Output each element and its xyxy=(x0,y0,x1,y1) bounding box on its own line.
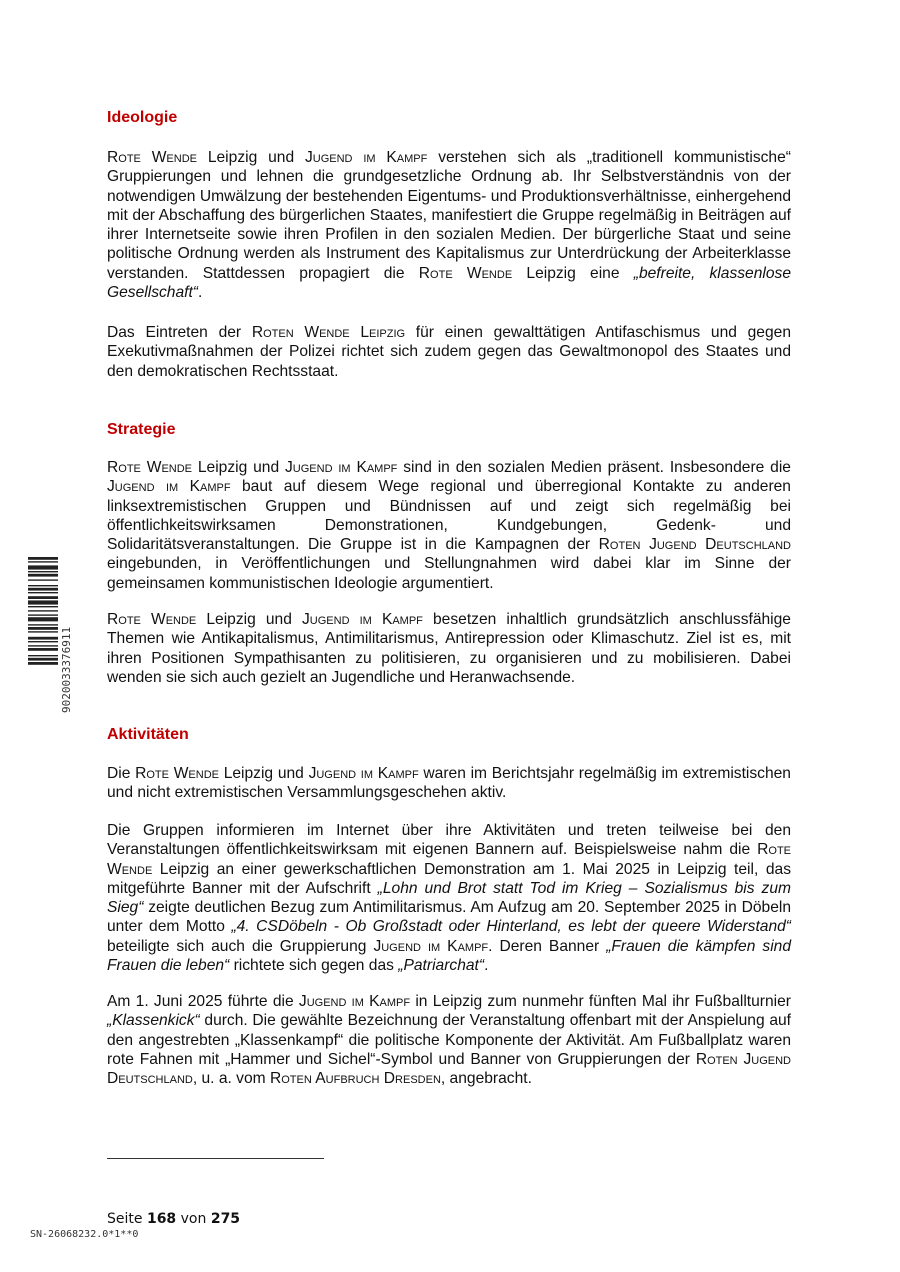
barcode-bar xyxy=(28,624,58,625)
barcode-bar xyxy=(28,662,58,665)
barcode-bar xyxy=(28,610,58,611)
barcode-graphic xyxy=(28,555,72,715)
strategie-paragraph-1: Rote Wende Leipzig und Jugend im Kampf sind in den sozialen Medien präsent. Insbesondere die Jugend im Kampf baut auf diesem Wege regional und überregional Kontakte zu anderen linksextremistischen Gruppen und Bündnissen auf und zeigt sich regelmäßig bei öffentlichkeitswirksamen Demonstrationen, Kundgebungen, Gedenk- und Solidaritätsveranstaltungen. Die Gruppe ist in die Kampagnen der Roten Jugend Deutschland eingebunden, in Veröffentlichungen und Stellungnahmen wird dabei klar im Sinne der gemeinsamen kommunistischen Ideologie argumentiert. xyxy=(107,459,791,592)
aktivitaeten-paragraph-1: Die Rote Wende Leipzig und Jugend im Kampf waren im Berichtsjahr regelmäßig im extremistischen und nicht extremistischen Versammlungsgeschehen aktiv. xyxy=(107,765,791,802)
ideologie-paragraph-2: Das Eintreten der Roten Wende Leipzig für einen gewalttätigen Antifaschismus und gegen Exekutivmaßnahmen der Polizei richtet sich zudem gegen das Gewaltmonopol des Staates und den demokratischen Rechtsstaat. xyxy=(107,324,792,380)
page-total: 275 xyxy=(210,1211,241,1227)
barcode-bar xyxy=(28,596,58,599)
page-of: von xyxy=(180,1211,207,1227)
barcode-bar xyxy=(28,579,58,580)
barcode-bar xyxy=(28,571,58,572)
barcode-bar xyxy=(28,617,58,621)
aktivitaeten-paragraph-3: Am 1. Juni 2025 führte die Jugend im Kampf in Leipzig zum nunmehr fünften Mal ihr Fußballturnier „Klassenkick“ durch. Die gewählte Bezeichnung der Veranstaltung offenbart mit der Anspielung auf den angestrebten „Klassenkampf“ die politische Komponente der Aktivität. Am Fußballplatz waren rote Fahnen mit „Hammer und Sichel“-Symbol und Banner von Gruppierungen der Roten Jugend Deutschland, u. a. vom Roten Aufbruch Dresden, angebracht. xyxy=(107,993,792,1088)
barcode-digits: 9020033376911 xyxy=(60,626,72,713)
barcode-bar xyxy=(28,561,58,562)
document-id: SN-26068232.0*1**0 xyxy=(30,1229,139,1240)
ideologie-paragraph-1: Rote Wende Leipzig und Jugend im Kampf verstehen sich als „traditionell kommunistische“ Gruppierungen und lehnen die grundgesetzliche Ordnung ab. Ihr Selbstverständnis von der notwendigen Umwälzung der bestehenden Eigentums- und Produktionsverhältnisse, einhergehend mit der Abschaffung des bürgerlichen Staates, manifestiert die Gruppe regelmäßig in Beiträgen auf ihrer Internetseite sowie ihren Profilen in den sozialen Medien. Der bürgerliche Staat und seine politische Ordnung werden als Instrument des Kapitalismus zur Unterdrückung der Arbeiterklasse verstanden. Stattdessen propagiert die Rote Wende Leipzig eine „befreite, klassenlose Gesellschaft“. xyxy=(107,149,791,302)
barcode xyxy=(28,555,72,715)
page-prefix: Seite xyxy=(107,1211,143,1227)
barcode-bar xyxy=(28,574,58,577)
strategie-paragraph-2: Rote Wende Leipzig und Jugend im Kampf besetzen inhaltlich grundsätzlich anschlussfähige Themen wie Antikapitalismus, Antimilitarismus, Antirepression oder Klimaschutz. Ziel ist es, mit ihren Positionen Sympathisanten zu politisieren, zu organisieren und zu mobilisieren. Dabei wenden sie sich auch gezielt an Jugendliche und Heranwachsende. xyxy=(107,611,791,686)
barcode-bar xyxy=(28,565,58,569)
barcode-bar xyxy=(28,614,58,615)
barcode-bar xyxy=(28,557,58,560)
section-heading-strategie: Strategie xyxy=(107,421,176,438)
footnote-divider xyxy=(107,1158,324,1159)
section-heading-aktivitaeten: Aktivitäten xyxy=(107,726,189,743)
barcode-bar xyxy=(28,600,58,604)
aktivitaeten-paragraph-2: Die Gruppen informieren im Internet über ihre Aktivitäten und treten teilweise bei den Veranstaltungen öffentlichkeitswirksam mit eigenen Bannern auf. Beispielsweise nahm die Rote Wende Leipzig an einer gewerkschaftlichen Demonstration am 1. Mai 2025 in Leipzig teil, das mitgeführte Banner mit der Aufschrift „Lohn und Brot statt Tod im Krieg – Sozialismus bis zum Sieg“ zeigte deutlichen Bezug zum Antimilitarismus. Am Aufzug am 20. September 2025 in Döbeln unter dem Motto „4. CSDöbeln - Ob Großstadt oder Hinterland, es lebt der queere Widerstand“ beteiligte sich auch die Gruppierung Jugend im Kampf. Deren Banner „Frauen die kämpfen sind Frauen die leben“ richtete sich gegen das „Patriarchat“. xyxy=(107,822,792,975)
barcode-bar xyxy=(28,648,58,651)
barcode-bar xyxy=(28,631,58,632)
barcode-bar xyxy=(28,641,58,642)
barcode-bar xyxy=(28,606,58,607)
barcode-bar xyxy=(28,592,58,593)
page-number xyxy=(107,1211,240,1227)
barcode-bar xyxy=(28,637,58,640)
section-heading-ideologie: Ideologie xyxy=(107,109,178,126)
barcode-bar xyxy=(28,588,58,591)
page-current: 168 xyxy=(146,1211,177,1227)
barcode-bar xyxy=(28,585,58,586)
barcode-bar xyxy=(28,655,58,656)
barcode-bar xyxy=(28,627,58,630)
barcode-bar xyxy=(28,645,58,646)
barcode-bar xyxy=(28,658,58,661)
